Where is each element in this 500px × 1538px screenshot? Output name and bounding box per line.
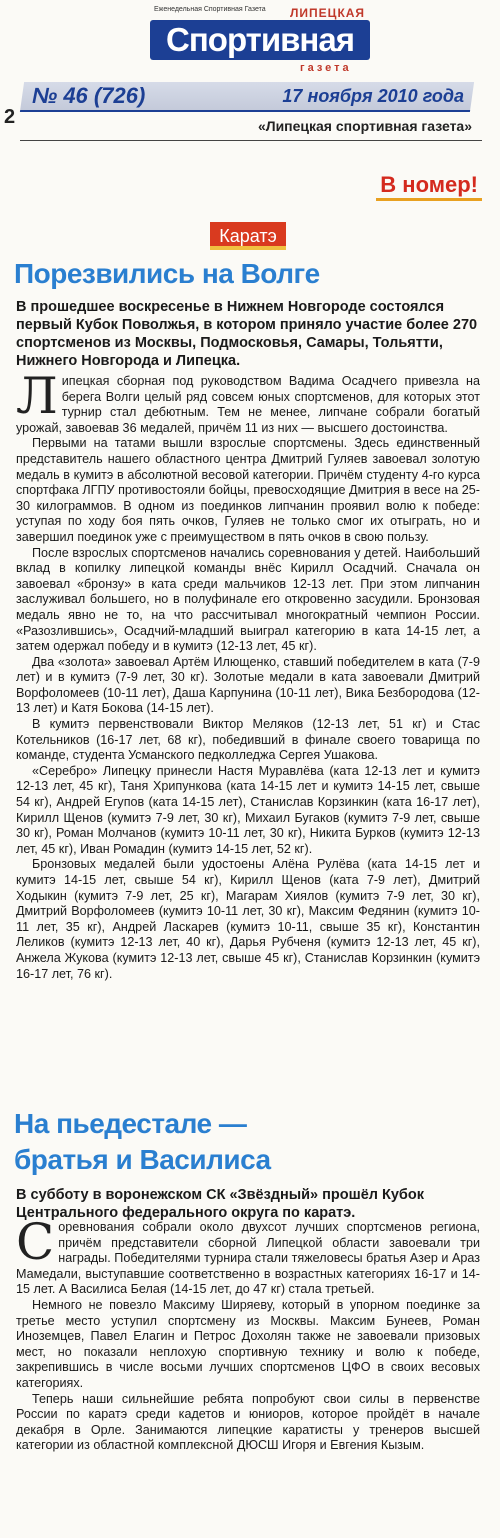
masthead-title: Спортивная (150, 20, 370, 60)
article1-p4: Два «золота» завоевал Артём Илющенко, ставший победителем в ката (7-9 лет) и в кумитэ (7-9 лет, 30 кг). Золотые медали в ката завоевали Дмитрий Ворфоломеев (10-11 лет), Даша Карпунина (10-11 лет), Вика Безбородова (12-13 лет) и Катя Бокова (14-15 лет). (16, 654, 480, 716)
article1-p2: Первыми на татами вышли взрослые спортсмены. Здесь единственный представитель нашего областного центра Дмитрий Гуляев завоевал золотую медаль в кумитэ в абсолютной весовой категории. Причём студенту 4-го курса спортфака ЛГПУ противостояли бойцы, превосходящие Дмитрия в весе на 25-30 килограммов. В одном из поединков липчанин проявил волю к победе: уступая по ходу боя пять очков, Гуляев не только смог их отыграть, но и завершил поединок уже с преимуществом в пять очков в свою пользу. (16, 436, 480, 544)
header-rule (20, 140, 482, 141)
issue-number: № 46 (726) (32, 83, 146, 108)
article1-p7: Бронзовых медалей были удостоены Алёна Рулёва (ката 14-15 лет и кумитэ 14-15 лет, свыше 54 кг), Кирилл Щенов (ката 7-9 лет), Дмитрий Ходыкин (кумитэ 7-9 лет, 25 кг), Магарам Хиялов (кумитэ 7-9 лет, 30 кг), Дмитрий Ворфоломеев (кумитэ 10-11 лет, 30 кг), Максим Федянин (кумитэ 10-11 лет, 35 кг), Андрей Ласкарев (кумитэ 10-11, свыше 35 кг), Константин Леликов (кумитэ 12-13 лет, 40 кг), Дарья Рубченя (кумитэ 12-13 лет, 45 кг), Анжела Жукова (кумитэ 12-13 лет, свыше 45 кг), Станислав Корзинкин (кумитэ 16-17 лет, 76 кг). (16, 857, 480, 981)
article1-dropcap: Л (16, 367, 58, 425)
masthead-subtitle: газета (300, 62, 352, 74)
v-nomer-label: В номер! (376, 172, 482, 201)
article2-p3: Теперь наши сильнейшие ребята попробуют свои силы в первенстве России по каратэ среди кадетов и юниоров, которое пройдёт в начале декабря в Орле. Занимаются липецкие каратисты у тренеров высшей категории из областной комплексной ДЮСШ Игоря и Евгения Кызым. (16, 1391, 480, 1453)
masthead-region: ЛИПЕЦКАЯ (290, 6, 366, 20)
article2-lead: В субботу в воронежском СК «Звёздный» прошёл Кубок Центрального федерального округа по каратэ. (16, 1187, 424, 1221)
article1-p1: ипецкая сборная под руководством Вадима Осадчего привезла на берега Волги целый ряд совсем юных спортсменов, для которых этот турнир стал дебютным. Тем не менее, липчане собрали богатый урожай, завоевав 36 медалей, причём 11 из них — высшего достоинства. (16, 374, 480, 435)
page-number: 2 (4, 106, 16, 128)
article2-p2: Немного не повезло Максиму Ширяеву, который в упорном поединке за третье место уступил спортсмену из Москвы. Максим Бунеев, Роман Иноземцев, Павел Елагин и Петрос Дохолян также не завоевали призовых мест, но показали неплохую спортивную технику и волю к победе, закрепившись в числе восьми лучших спортсменов ЦФО в своих весовых категориях. (16, 1297, 480, 1390)
article2-title-line2: братья и Василиса (14, 1144, 271, 1175)
article1-body (16, 367, 480, 982)
article1-p3: После взрослых спортсменов начались соревнования у детей. Наибольший вклад в копилку липецкой команды внёс Кирилл Осадчий. Сначала он завоевал «бронзу» в ката среди мальчиков 12-13 лет. При этом липчанин заслуживал большего, но в полуфинале его откровенно засудили. Бронзовая медаль явно не то, на что рассчитывал многократный чемпион России. «Разозлившись», Осадчий-младший выиграл категорию в ката 14-15 лет, а затем одержал победу и в кумитэ (12-13 лет, 45 кг). (16, 545, 480, 654)
article2-title-line1: На пьедестале — (14, 1108, 247, 1139)
paper-name: «Липецкая спортивная газета» (257, 118, 472, 134)
article1-paragraph (16, 367, 480, 436)
article1-lead: В прошедшее воскресенье в Нижнем Новгороде состоялся первый Кубок Поволжья, в котором приняло участие более 270 спортсменов из Москвы, Подмосковья, Самары, Тольятти, Нижнего Новгорода и Липецка. (16, 299, 478, 369)
masthead-small-text: Еженедельная Спортивная Газета (154, 6, 266, 13)
article2-p1: оревнования собрали около двухсот лучших спортсменов региона, причём представители сборной Липецкой области завоевали три награды. Победителями турнира стали тяжеловесы братья Азер и Араз Мамедали, выступавшие соответственно в возрастных категориях 16-17 и 14-15 лет. А Василиса Белая (14-15 лет, до 47 кг) стала третьей. (16, 1220, 480, 1297)
section-badge: Каратэ (210, 222, 286, 250)
article2-paragraph (16, 1213, 480, 1298)
article1-title: Порезвились на Волге (14, 258, 320, 289)
article1-p6: «Серебро» Липецку принесли Настя Муравлёва (ката 12-13 лет и кумитэ 12-13 лет, 45 кг), Таня Хрипункова (ката 14-15 лет и кумитэ 14-15 лет, свыше 54 кг), Андрей Егупов (ката 14-15 лет), Станислав Корзинкин (ката 16-17 лет), Кирилл Щенов (кумитэ 7-9 лет, 30 кг), Михаил Бугаков (кумитэ 7-9 лет, свыше 30 кг), Роман Молчанов (кумитэ 10-11 лет, 30 кг), Никита Бурков (кумитэ 12-13 лет, 45 кг), Иван Ромадин (кумитэ 14-15 лет, 52 кг). (16, 763, 480, 856)
issue-date: 17 ноября 2010 года (282, 86, 464, 106)
masthead-logo (150, 6, 370, 76)
article2-dropcap: С (16, 1213, 55, 1271)
article1-p5: В кумитэ первенствовали Виктор Меляков (12-13 лет, 51 кг) и Стас Котельников (16-17 лет, 68 кг), победивший в финале своего товарища по команде, студента Усманского педколледжа Сергея Ушакова. (16, 717, 480, 763)
article2-title (14, 1106, 271, 1178)
article2-body (16, 1213, 480, 1454)
